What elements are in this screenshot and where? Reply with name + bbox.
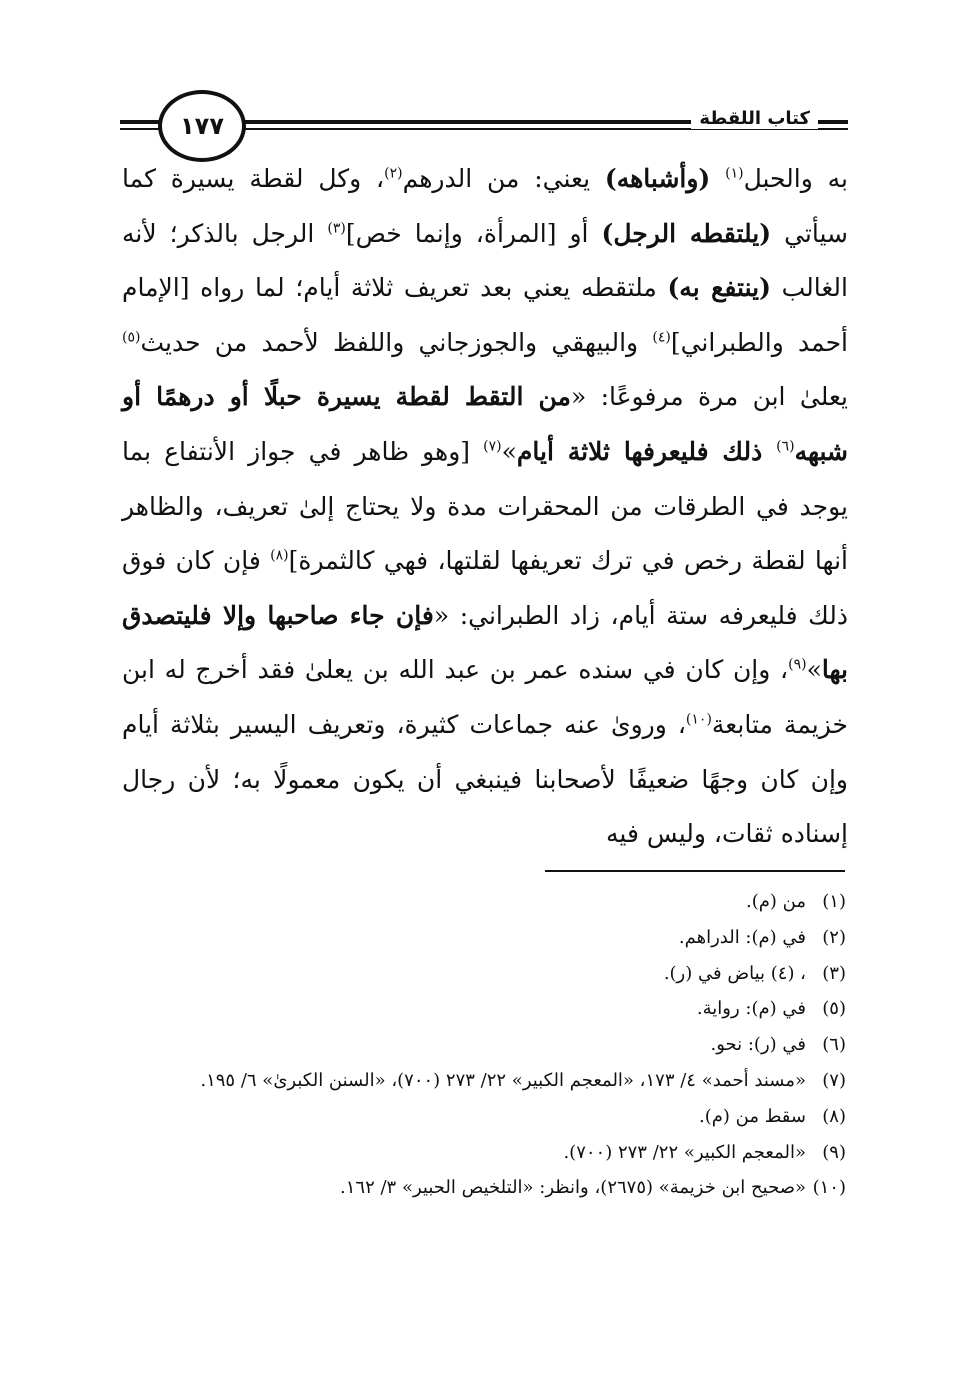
bold-phrase: (ينتفع به)	[667, 273, 771, 303]
footnote-ref: (٧)	[483, 438, 502, 455]
footnote-ref: (٣)	[327, 220, 346, 237]
footnote-ref: (٤)	[652, 329, 671, 346]
bold-phrase: (وأشباهه)	[604, 164, 711, 193]
footnote-text: سقط من (م).	[699, 1105, 806, 1127]
text-run: »	[806, 655, 822, 685]
text-run: ، وكل لقطة يسيرة كما سيأتي	[122, 164, 848, 248]
footnote-text: «المعجم الكبير» ٢٢/ ٢٧٣ (٧٠٠).	[563, 1141, 806, 1163]
footnote-number: (١)	[822, 891, 846, 912]
text-run: فإن كان فوق ذلك فليعرفه ستة أيام، زاد الطبراني: «	[122, 546, 849, 630]
footnote-number: (٦)	[822, 1034, 846, 1056]
footnote-item	[112, 956, 846, 992]
footnote-item	[112, 1063, 846, 1099]
footnote-number: (٨)	[822, 1105, 846, 1127]
footnote-item	[112, 884, 846, 920]
footnotes	[112, 884, 846, 1206]
footnote-item	[112, 1135, 846, 1171]
footnote-item	[112, 1099, 846, 1135]
text-run: والبيهقي والجوزجاني واللفظ لأحمد من حديث	[140, 327, 653, 357]
page-number: ١٧٧	[180, 112, 224, 140]
footnote-number: (٢)	[822, 926, 846, 948]
text-run: به والحبل	[743, 164, 848, 193]
footnote-text: في (ر): نحو.	[710, 1034, 806, 1056]
book-title: كتاب اللقطة	[691, 108, 818, 129]
footnote-separator	[545, 870, 845, 872]
text-run: ملتقطه يعني بعد تعريف ثلاثة أيام؛ لما رواه [الإمام أحمد والطبراني]	[122, 273, 849, 357]
footnote-text: من (م).	[746, 891, 806, 912]
text-run: »	[501, 436, 517, 466]
footnote-ref: (٥)	[122, 329, 141, 346]
footnote-number: (١٠)	[812, 1177, 846, 1199]
footnote-number: (٣)	[822, 962, 846, 984]
text-run: ، وإن كان في سنده عمر بن عبد الله بن يعلىٰ فقد أخرج له ابن خزيمة متابعة	[122, 655, 848, 739]
footnote-ref: (٦)	[776, 438, 795, 455]
text-run	[710, 164, 725, 193]
bold-phrase: من التقط لقطة يسيرة حبلًا أو درهمًا أو شبهه	[122, 382, 848, 466]
footnote-number: (٧)	[822, 1069, 846, 1091]
text-run: الرجل بالذكر؛ لأنه الغالب	[122, 218, 848, 303]
footnote-item	[112, 1170, 846, 1206]
bold-phrase: ذلك فليعرفها ثلاثة أيام	[516, 436, 777, 466]
footnote-item	[112, 991, 846, 1027]
footnote-number: (٥)	[822, 998, 846, 1020]
footnote-text: «صحيح ابن خزيمة» (٢٦٧٥)، وانظر: «التلخيص الحبير» ٣/ ١٦٢.	[340, 1177, 806, 1199]
footnote-text: «مسند أحمد» ٤/ ١٧٣، «المعجم الكبير» ٢٢/ ٢٧٣ (٧٠٠)، «السنن الكبرىٰ» ٦/ ١٩٥.	[200, 1069, 806, 1091]
footnote-ref: (١٠)	[685, 711, 712, 728]
bold-phrase: فإن جاء صاحبها وإلا فليتصدق بها	[122, 600, 848, 685]
footnote-ref: (٢)	[384, 165, 403, 182]
text-run: يعلىٰ ابن مرة مرفوعًا: «	[570, 382, 848, 412]
footnote-item	[112, 1027, 846, 1063]
footnote-text: ، (٤) بياض في (ر).	[663, 962, 806, 984]
footnote-ref: (٨)	[270, 547, 289, 564]
footnote-number: (٩)	[822, 1141, 846, 1163]
footnote-ref: (٩)	[788, 657, 807, 674]
bold-phrase: (يلتقطه الرجل)	[601, 218, 772, 248]
footnote-text: في (م): الدراهم.	[678, 926, 806, 948]
footnote-text: في (م): رواية.	[696, 998, 806, 1020]
text-run: ، وروىٰ عنه جماعات كثيرة، وتعريف اليسير بثلاثة أيام وإن كان وجهًا ضعيفًا لأصحابنا فينبغي أن يكون معمولًا به؛ لأن رجال إسناده ثقات، وليس فيه	[122, 709, 848, 849]
text-run: [وهو ظاهر في جواز الأنتفاع بما يوجد في الطرقات من المحقرات مدة ولا يحتاج إلىٰ تعريف، والظاهر أنها لقطة رخص في ترك تعريفها لقلتها، فهي كالثمرة]	[122, 436, 848, 576]
text-run: يعني: من الدرهم	[402, 164, 605, 193]
footnote-ref: (١)	[725, 165, 744, 182]
text-run: أو [المرأة، وإنما خص]	[345, 218, 602, 248]
footnote-item	[112, 920, 846, 956]
main-text	[122, 152, 848, 862]
